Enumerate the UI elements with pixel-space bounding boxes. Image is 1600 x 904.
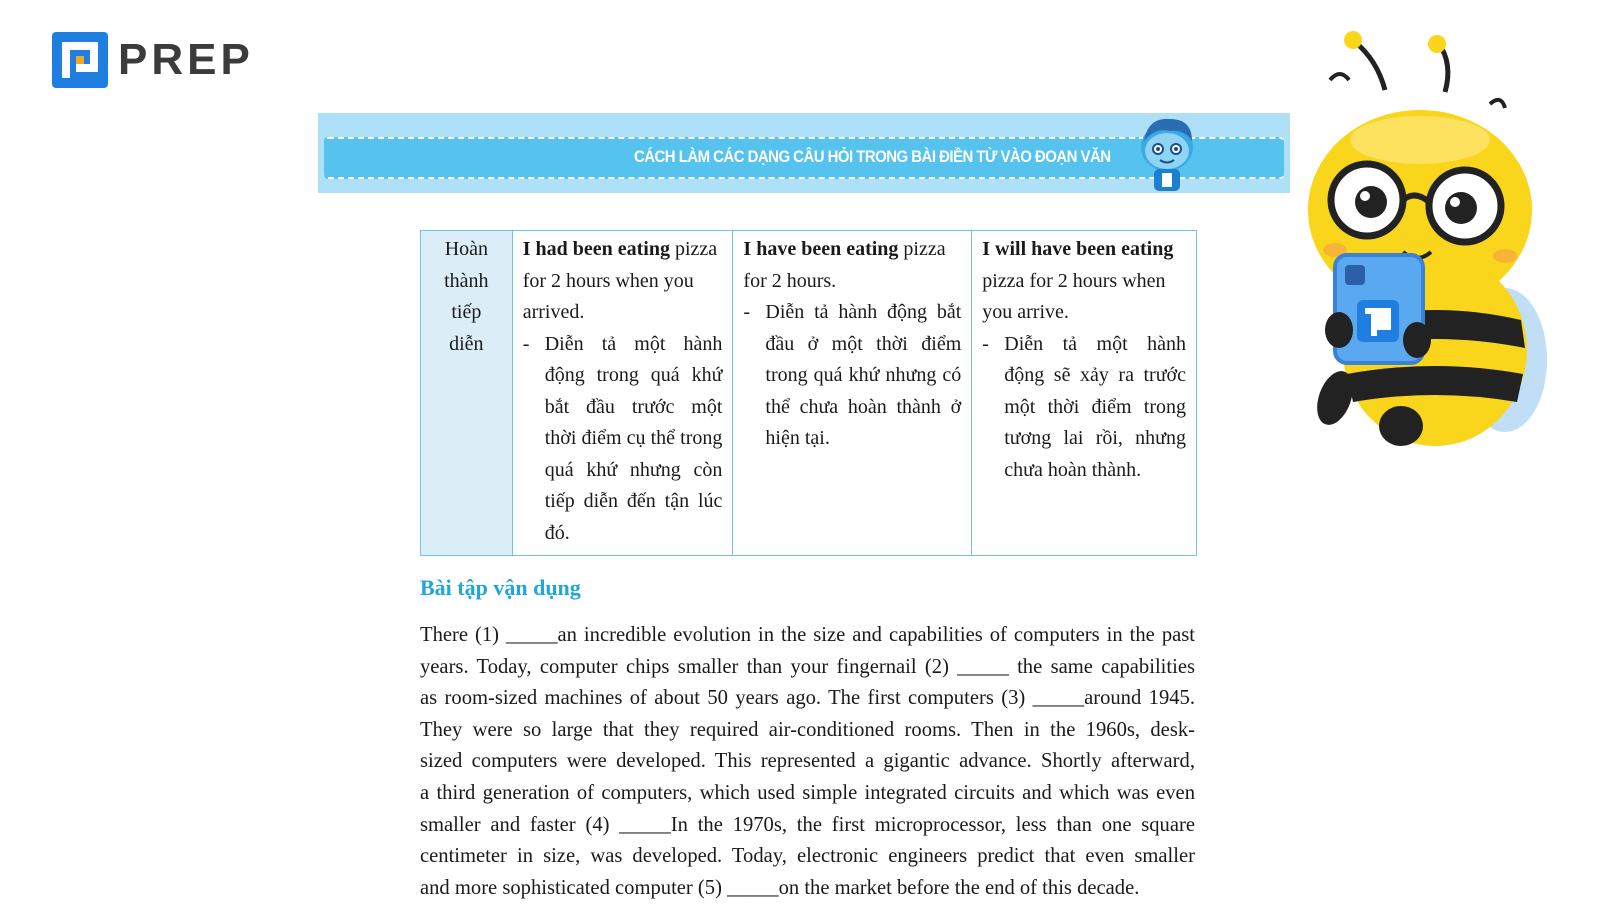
explanation: - Diễn tả một hành động sẽ xảy ra trước một thời điểm trong tương lai rồi, nhưng chưa hoàn thành. <box>982 329 1186 487</box>
example-bold: I have been eating <box>743 238 899 260</box>
bee-mascot-icon <box>1305 30 1555 450</box>
tense-word: thành <box>444 269 489 292</box>
explanation: - Diễn tả hành động bắt đầu ở một thời điểm trong quá khứ nhưng có thể chưa hoàn thành ở hiện tại. <box>743 297 961 455</box>
example-sentence <box>982 234 1186 329</box>
passage-line: They were so large that they required air-conditioned rooms. Then in the 1960s, desk- <box>420 718 1195 741</box>
passage-line: sized computers were developed. This represented a gigantic advance. Shortly afterward, <box>420 750 1195 773</box>
tense-cell <box>421 231 513 556</box>
explanation-text: Diễn tả một hành động trong quá khứ bắt đầu trước một thời điểm cụ thể trong quá khứ nhưng còn tiếp diễn đến tận lúc đó. <box>544 332 723 544</box>
example-sentence <box>743 234 961 297</box>
example-sentence <box>523 234 723 329</box>
passage-line: as room-sized machines of about 50 years ago. The first computers (3) _____around 1945. <box>420 687 1195 710</box>
example-rest: pizza for 2 hours when you arrive. <box>982 269 1166 323</box>
tense-word: diễn <box>449 332 484 355</box>
tense-word: tiếp <box>451 301 482 323</box>
exercise-passage <box>420 620 1195 904</box>
section-banner <box>318 113 1290 193</box>
table-row <box>421 231 1197 556</box>
passage-line: and more sophisticated computer (5) _____on the market before the end of this decade. <box>420 876 1140 899</box>
passage-line: a third generation of computers, which used simple integrated circuits and which was even <box>420 781 1195 804</box>
present-perfect-continuous-cell <box>733 231 972 556</box>
future-perfect-continuous-cell <box>972 231 1197 556</box>
exercise-heading: Bài tập vận dụng <box>420 575 581 600</box>
banner-title: CÁCH LÀM CÁC DẠNG CÂU HỎI TRONG BÀI ĐIỀN TỪ VÀO ĐOẠN VĂN <box>633 147 1110 166</box>
explanation-text: Diễn tả một hành động sẽ xảy ra trước một thời điểm trong tương lai rồi, nhưng chưa hoàn thành. <box>1004 332 1186 481</box>
example-rest: pizza for 2 hours. <box>743 238 946 292</box>
grammar-table <box>420 230 1197 556</box>
passage-line: years. Today, computer chips smaller than your fingernail (2) _____ the same capabilities <box>420 655 1195 678</box>
example-bold: I will have been eating <box>982 238 1174 260</box>
passage-line: smaller and faster (4) _____In the 1970s, the first microprocessor, less than one square <box>420 813 1195 836</box>
passage-line: There (1) _____an incredible evolution in the size and capabilities of computers in the past <box>420 624 1195 646</box>
example-bold: I had been eating <box>522 238 670 260</box>
tense-word: Hoàn <box>444 238 489 260</box>
past-perfect-continuous-cell <box>512 231 733 556</box>
prep-logo-icon <box>52 32 108 88</box>
example-rest: pizza for 2 hours when you arrived. <box>522 238 718 323</box>
explanation: - Diễn tả một hành động trong quá khứ bắt đầu trước một thời điểm cụ thể trong quá khứ nhưng còn tiếp diễn đến tận lúc đó. <box>523 329 723 550</box>
brand-name: PREP <box>118 35 254 84</box>
boy-mascot-icon <box>1126 111 1208 195</box>
prep-logo[interactable] <box>52 32 254 88</box>
passage-line: centimeter in size, was developed. Today, electronic engineers predict that even smaller <box>420 845 1195 868</box>
explanation-text: Diễn tả hành động bắt đầu ở một thời điểm trong quá khứ nhưng có thể chưa hoàn thành ở hiện tại. <box>765 301 962 449</box>
